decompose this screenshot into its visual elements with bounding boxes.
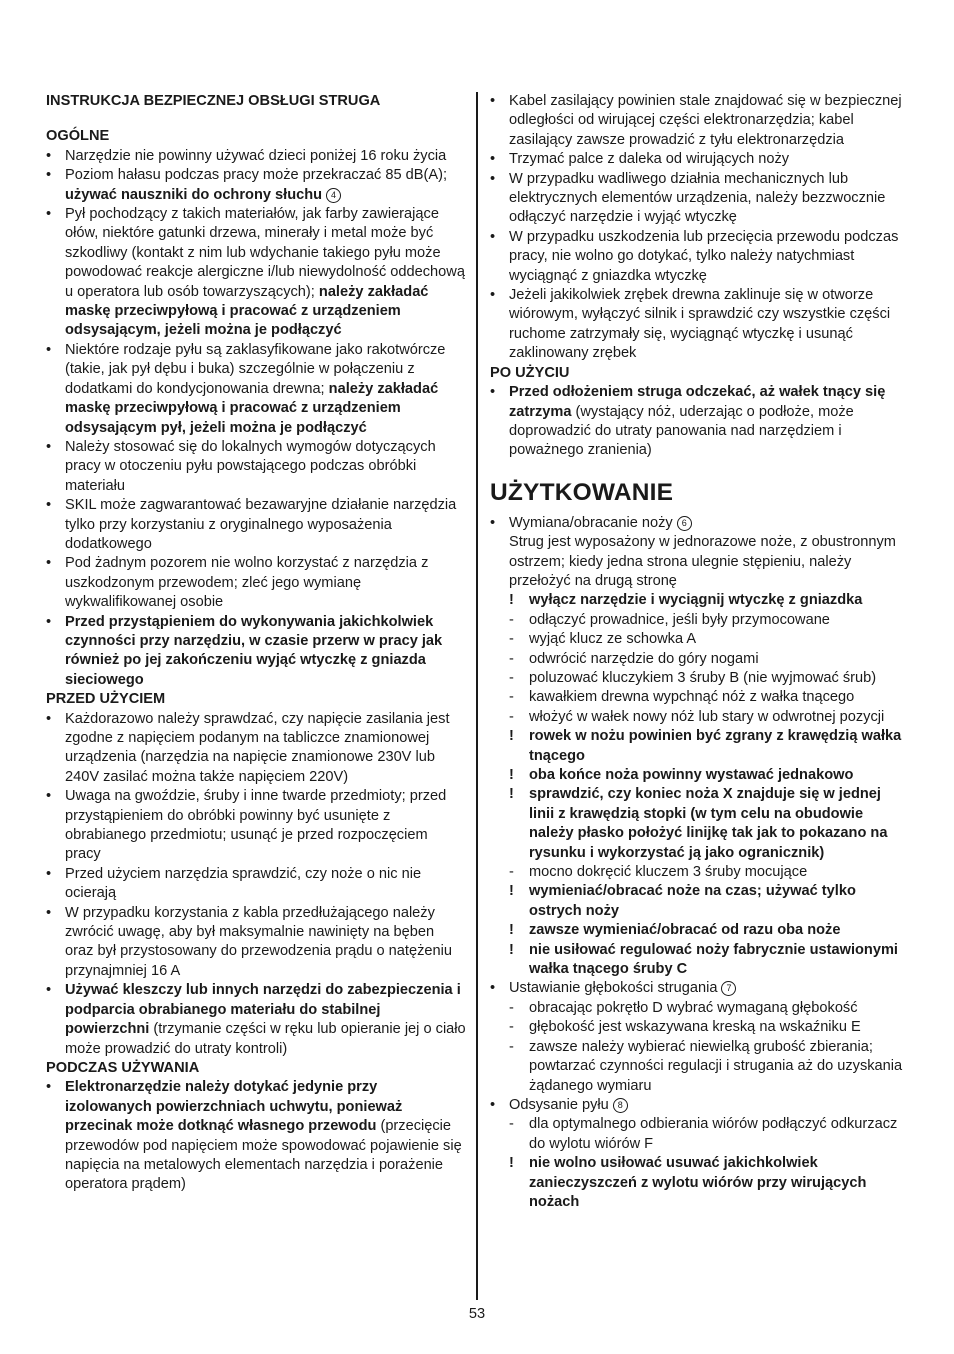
figure-ref-badge: 8 bbox=[613, 1098, 628, 1113]
step: - zawsze należy wybierać niewielką grubość zbierania; powtarzać czynności regulacji i strugania aż do uzyskania żądanego wymiaru bbox=[509, 1038, 910, 1096]
list-item: • Trzymać palce z daleka od wirujących noży bbox=[490, 150, 910, 169]
during-use-list-continued bbox=[490, 92, 910, 364]
step: - poluzować kluczykiem 3 śruby B (nie wyjmować śrub) bbox=[509, 669, 910, 688]
warning-step: ! oba końce noża powinny wystawać jednakowo bbox=[509, 766, 910, 785]
list-item-depth: • Ustawianie głębokości strugania 7 - obracając pokrętło D wybrać wymaganą głębokość - głębokość jest wskazywana kreską na wskaźniku E - zawsze należy wybierać niewielką grubość zbierania; powtarzać czynności regulacji i strugania aż do uzyskania żądanego wymiaru bbox=[490, 979, 910, 1095]
warning-step: ! nie usiłować regulować noży fabrycznie ustawionymi wałka tnącego śruby C bbox=[509, 941, 910, 980]
usage-title: UŻYTKOWANIE bbox=[490, 478, 674, 506]
list-item: • Pył pochodzący z takich materiałów, jak farby zawierające ołów, niektóre gatunki drzewa, minerały i metal może być szkodliwy (kontakt z nim lub wdychanie takiego pyłu może powodować reakcje alergiczne i/lub niewydolność oddechową u operatora lub osób towarzyszących); należy zakładać maskę przeciwpyłową i pracować z urządzeniem odsysającym, jeżeli można je podłączyć bbox=[46, 205, 466, 341]
column-divider bbox=[476, 92, 478, 1300]
list-item: • Pod żadnym pozorem nie wolno korzystać z narzędzia z uszkodzonym przewodem; zleć jego wymianę wykwalifikowanej osobie bbox=[46, 554, 466, 612]
knife-steps bbox=[509, 591, 910, 979]
warning-step: ! zawsze wymieniać/obracać od razu oba noże bbox=[509, 921, 910, 940]
warning-step: ! rowek w nożu powinien być zgrany z krawędzią wałka tnącego bbox=[509, 727, 910, 766]
during-use-heading: PODCZAS UŻYWANIA bbox=[46, 1059, 200, 1076]
list-item: • Narzędzie nie powinny używać dzieci poniżej 16 roku życia bbox=[46, 147, 466, 166]
section-title: INSTRUKCJA BEZPIECZNEJ OBSŁUGI STRUGA bbox=[46, 93, 381, 109]
after-use-heading: PO UŻYCIU bbox=[490, 364, 570, 381]
list-item: • Poziom hałasu podczas pracy może przekraczać 85 dB(A); używać nauszniki do ochrony słuchu 4 bbox=[46, 166, 466, 205]
before-use-list bbox=[46, 710, 466, 1059]
step: - odłączyć prowadnice, jeśli były przymocowane bbox=[509, 611, 910, 630]
figure-ref-badge: 6 bbox=[677, 516, 692, 531]
list-item: • SKIL może zagwarantować bezawaryjne działanie narzędzia tylko przy korzystaniu z oryginalnego wyposażenia dodatkowego bbox=[46, 496, 466, 554]
warning-step: ! wyłącz narzędzie i wyciągnij wtyczkę z gniazdka bbox=[509, 591, 910, 610]
after-use-list bbox=[490, 383, 910, 461]
list-item: • W przypadku uszkodzenia lub przecięcia przewodu podczas pracy, nie wolno go dotykać, tylko należy natychmiast wyciągnąć z gniazdka wtyczkę bbox=[490, 228, 910, 286]
list-item: • Należy stosować się do lokalnych wymogów dotyczących pracy w otoczeniu pyłu powstającego podczas obróbki materiału bbox=[46, 438, 466, 496]
step: - odwrócić narzędzie do góry nogami bbox=[509, 650, 910, 669]
right-column bbox=[490, 92, 910, 1212]
list-item: • Każdorazowo należy sprawdzać, czy napięcie zasilania jest zgodne z napięciem podanym na tabliczce znamionowej urządzenia (narzędzia na napięcie znamionowe 230V lub 240V zasilać można także napięciem 220V) bbox=[46, 710, 466, 788]
list-item: • Przed odłożeniem struga odczekać, aż wałek tnący się zatrzyma (wystający nóż, uderzając o podłoże, może doprowadzić do utraty panowania nad narzędziem i poważnego zranienia) bbox=[490, 383, 910, 461]
step: - dla optymalnego odbierania wiórów podłączyć odkurzacz do wylotu wiórów F bbox=[509, 1115, 910, 1154]
list-item: • Niektóre rodzaje pyłu są zaklasyfikowane jako rakotwórcze (takie, jak pył dębu i buka) szczególnie w połączeniu z dodatkami do kondycjonowania drewna; należy zakładać maskę przeciwpyłową i pracować z urządzeniem odsysającym pył, jeżeli można je podłączyć bbox=[46, 341, 466, 438]
before-use-heading: PRZED UŻYCIEM bbox=[46, 691, 166, 708]
step: - obracając pokrętło D wybrać wymaganą głębokość bbox=[509, 999, 910, 1018]
list-item-dust: • Odsysanie pyłu 8 - dla optymalnego odbierania wiórów podłączyć odkurzacz do wylotu wiórów F ! nie wolno usiłować usuwać jakichkolwiek zanieczyszczeń z wylotu wiórów przy wirujących nożach bbox=[490, 1096, 910, 1212]
list-item: • Używać kleszczy lub innych narzędzi do zabezpieczenia i podparcia obrabianego materiału do stabilnej powierzchni (trzymanie części w ręku lub opieranie jej o ciało może prowadzić do utraty kontroli) bbox=[46, 981, 466, 1059]
list-item: • W przypadku wadliwego działnia mechanicznych lub elektrycznych elementów urządzenia, należy bezzwocznie odłączyć narzędzie i wyjąć wtyczkę bbox=[490, 170, 910, 228]
list-item: • Jeżeli jakikolwiek zrębek drewna zaklinuje się w otworze wiórowym, wyłączyć silnik i sprawdzić czy wszystkie części ruchome zatrzymały się, wyciągnąć wtyczkę i usunąć zaklinowany zrębek bbox=[490, 286, 910, 364]
step: - głębokość jest wskazywana kreską na wskaźniku E bbox=[509, 1018, 910, 1037]
list-item: • Przed przystąpieniem do wykonywania jakichkolwiek czynności przy narzędziu, w czasie przerw w pracy jak również po jej zakończeniu wyjąć wtyczkę z gniazda sieciowego bbox=[46, 613, 466, 691]
list-item: • Elektronarzędzie należy dotykać jedynie przy izolowanych powierzchniach uchwytu, ponieważ przecinak może dotknąć własnego przewodu (przecięcie przewodów pod napięciem może spowodować pojawienie się napięcia na metalowych elementach narzędzia i porażenie operatora prądem) bbox=[46, 1078, 466, 1194]
step: - kawałkiem drewna wypchnąć nóż z wałka tnącego bbox=[509, 688, 910, 707]
warning-step: ! wymieniać/obracać noże na czas; używać tylko ostrych noży bbox=[509, 882, 910, 921]
list-item-knife-change: • Wymiana/obracanie noży 6 Strug jest wyposażony w jednorazowe noże, z obustronnym ostrzem; kiedy jedna strona ulegnie stępieniu, należy przełożyć na drugą stronę ! wyłącz narzędzie i wyciągnij wtyczkę z gniazdka - odłączyć prowadnice, jeśli były przymocowane - wyjąć klucz ze schowka A - odwrócić narzędzie do góry nogami - poluzować kluczykiem 3 śruby B (nie wyjmować śrub) - kawałkiem drewna wypchnąć nóż z wałka tnącego - włożyć w wałek nowy nóż lub stary w odwrotnej pozycji ! rowek w nożu powinien być zgrany z krawędzią wałka tnącego ! oba końce noża powinny wystawać jednakowo ! sprawdzić, czy koniec noża X znajduje się w jednej linii z krawędzią stopki (w tym celu na obudowie należy płasko położyć linijkę tak jak to pokazano na rysunku i wykorzystać ją jako ogranicznik) - mocno dokręcić kluczem 3 śruby mocujące ! wymieniać/obracać noże na czas; używać tylko ostrych noży ! zawsze wymieniać/obracać od razu oba noże ! nie usiłować regulować noży fabrycznie ustawionymi wałka tnącego śruby C bbox=[490, 514, 910, 980]
list-item: • Uwaga na gwoździe, śruby i inne twarde przedmioty; przed przystąpieniem do obróbki powinny być usunięte z obrabianego przedmiotu; usunąć je przed rozpoczęciem pracy bbox=[46, 787, 466, 865]
step: - mocno dokręcić kluczem 3 śruby mocujące bbox=[509, 863, 910, 882]
general-heading: OGÓLNE bbox=[46, 128, 110, 145]
left-column bbox=[46, 92, 466, 1195]
usage-list bbox=[490, 514, 910, 1213]
step: - wyjąć klucz ze schowka A bbox=[509, 630, 910, 649]
general-list bbox=[46, 147, 466, 690]
list-item: • Przed użyciem narzędzia sprawdzić, czy noże o nic nie ocierają bbox=[46, 865, 466, 904]
depth-steps bbox=[509, 999, 910, 1096]
warning-step: ! nie wolno usiłować usuwać jakichkolwiek zanieczyszczeń z wylotu wiórów przy wirujących nożach bbox=[509, 1154, 910, 1212]
list-item: • W przypadku korzystania z kabla przedłużającego należy zwrócić uwagę, aby był maksymalnie nawinięty na bęben oraz był przystosowany do przewodzenia prądu o natężeniu przynajmniej 16 A bbox=[46, 904, 466, 982]
warning-step: ! sprawdzić, czy koniec noża X znajduje się w jednej linii z krawędzią stopki (w tym celu na obudowie należy płasko położyć linijkę tak jak to pokazano na rysunku i wykorzystać ją jako ogranicznik) bbox=[509, 785, 910, 863]
figure-ref-badge: 4 bbox=[326, 188, 341, 203]
step: - włożyć w wałek nowy nóż lub stary w odwrotnej pozycji bbox=[509, 708, 910, 727]
list-item: • Kabel zasilający powinien stale znajdować się w bezpiecznej odległości od wirującej części elektronarzędzia; kabel zasilający zawsze prowadzić z tyłu elektronarzędzia bbox=[490, 92, 910, 150]
page-number: 53 bbox=[468, 1306, 486, 1322]
during-use-list bbox=[46, 1078, 466, 1194]
dust-steps bbox=[509, 1115, 910, 1212]
figure-ref-badge: 7 bbox=[721, 981, 736, 996]
